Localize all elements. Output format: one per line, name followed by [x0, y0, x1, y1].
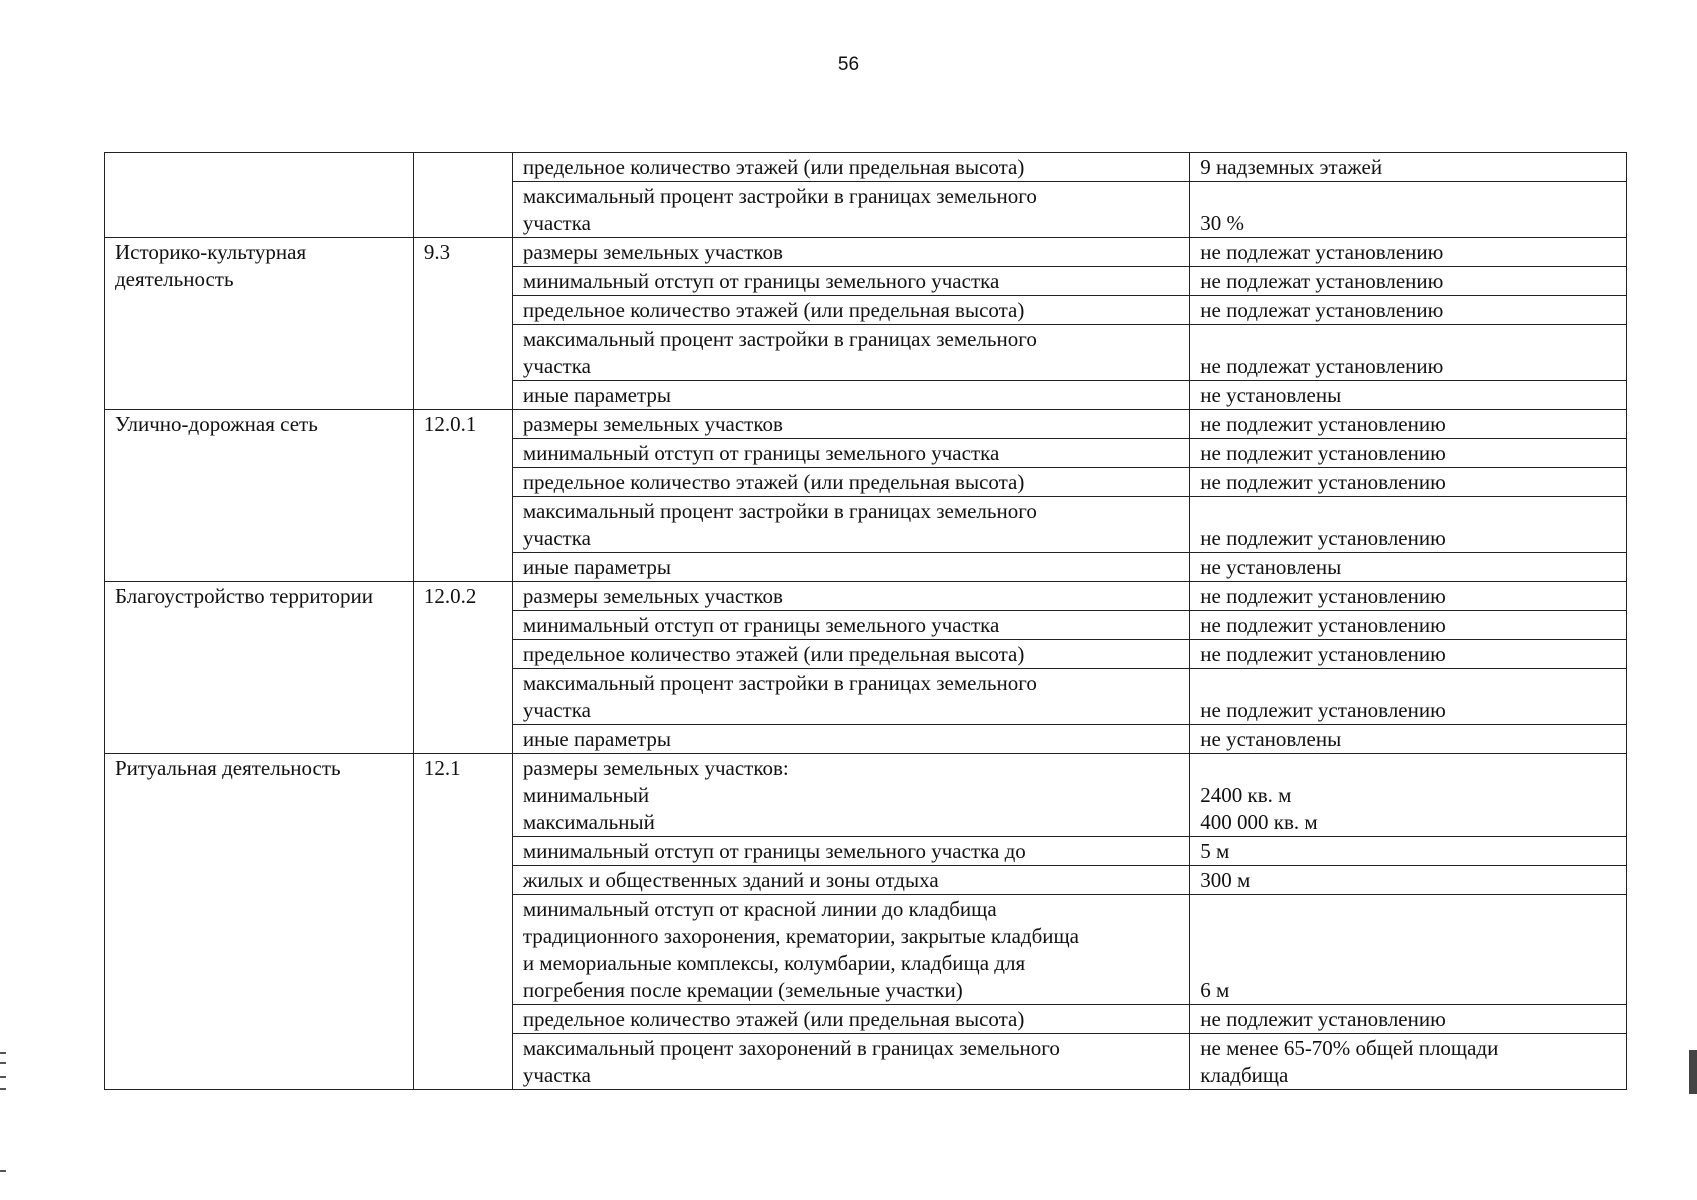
table-row	[105, 754, 1627, 837]
parameter-cell	[512, 669, 1189, 725]
parameter-line: минимальный	[522, 783, 650, 807]
value-cell	[1190, 725, 1627, 754]
use-type-name-cell: Ритуальная деятельность	[105, 754, 414, 1090]
value-line: не подлежит установлению	[1200, 613, 1446, 637]
scan-artifact	[0, 1052, 6, 1054]
value-line: 2400 кв. м	[1200, 783, 1292, 807]
parameter-cell	[512, 754, 1189, 837]
use-type-code-cell: 9.3	[413, 238, 512, 410]
parameter-line: погребения после кремации (земельные участки)	[522, 978, 963, 1002]
scan-artifact	[1689, 1050, 1697, 1094]
parameter-cell	[512, 895, 1189, 1005]
parameter-cell	[512, 582, 1189, 611]
parameter-cell	[512, 381, 1189, 410]
use-type-name-cell: Улично-дорожная сеть	[105, 410, 414, 582]
parameter-cell	[512, 640, 1189, 669]
parameter-cell	[512, 725, 1189, 754]
parameter-line: и мемориальные комплексы, колумбарии, кладбища для	[522, 951, 1026, 975]
parameter-cell	[512, 439, 1189, 468]
parameter-line: жилых и общественных зданий и зоны отдыха	[522, 868, 939, 892]
value-line: не подлежат установлению	[1200, 269, 1444, 293]
scan-artifact	[0, 1170, 6, 1172]
parameter-line: максимальный процент застройки в границах земельного	[522, 184, 1037, 208]
parameter-line: максимальный	[522, 810, 655, 834]
parameter-line: иные параметры	[522, 727, 672, 751]
parameter-line: иные параметры	[522, 555, 672, 579]
parameter-line: иные параметры	[522, 383, 672, 407]
parameter-line: участка	[522, 698, 591, 722]
parameter-line: участка	[522, 526, 591, 550]
use-type-code-cell: 12.1	[413, 754, 512, 1090]
value-cell	[1190, 895, 1627, 1005]
value-cell	[1190, 325, 1627, 381]
parameter-cell	[512, 182, 1189, 238]
parameter-line: участка	[522, 211, 591, 235]
parameter-cell	[512, 1034, 1189, 1090]
parameter-cell	[512, 1005, 1189, 1034]
value-line: не подлежит установлению	[1200, 441, 1446, 465]
value-line: 300 м	[1200, 868, 1251, 892]
value-cell	[1190, 410, 1627, 439]
value-line: 9 надземных этажей	[1200, 155, 1383, 179]
use-type-code-cell: 12.0.1	[413, 410, 512, 582]
value-cell	[1190, 153, 1627, 182]
value-line: 30 %	[1200, 211, 1245, 235]
parameter-line: участка	[522, 354, 591, 378]
table-row	[105, 410, 1627, 439]
parameter-line: максимальный процент застройки в границах земельного	[522, 671, 1037, 695]
value-line: не подлежат установлению	[1200, 354, 1444, 378]
parameter-line: минимальный отступ от границы земельного участка	[522, 269, 1000, 293]
page-number: 56	[837, 54, 860, 75]
value-cell	[1190, 182, 1627, 238]
value-cell	[1190, 468, 1627, 497]
parameter-cell	[512, 866, 1189, 895]
parameter-cell	[512, 497, 1189, 553]
land-use-parameters-table	[104, 152, 1627, 1090]
use-type-name-cell	[105, 153, 414, 238]
parameter-line: минимальный отступ от границы земельного участка	[522, 441, 1000, 465]
parameter-cell	[512, 468, 1189, 497]
value-cell	[1190, 497, 1627, 553]
value-cell	[1190, 238, 1627, 267]
value-cell	[1190, 669, 1627, 725]
use-type-name-cell: Благоустройство территории	[105, 582, 414, 754]
value-line: 5 м	[1200, 839, 1230, 863]
table-row	[105, 238, 1627, 267]
value-line: не подлежит установлению	[1200, 526, 1446, 550]
parameter-line: размеры земельных участков:	[522, 756, 789, 780]
value-line: 400 000 кв. м	[1200, 810, 1318, 834]
value-cell	[1190, 296, 1627, 325]
scan-artifact	[0, 1088, 6, 1090]
value-line: не подлежит установлению	[1200, 642, 1446, 666]
value-cell	[1190, 1005, 1627, 1034]
parameter-line: предельное количество этажей (или предельная высота)	[522, 155, 1025, 179]
parameter-line: предельное количество этажей (или предельная высота)	[522, 298, 1025, 322]
parameter-cell	[512, 153, 1189, 182]
parameter-line: минимальный отступ от красной линии до кладбища	[522, 897, 997, 921]
parameter-line: максимальный процент застройки в границах земельного	[522, 499, 1037, 523]
table-body	[105, 153, 1627, 1090]
parameter-cell	[512, 267, 1189, 296]
value-cell	[1190, 754, 1627, 837]
parameter-cell	[512, 611, 1189, 640]
use-type-code-cell	[413, 153, 512, 238]
parameter-line: традиционного захоронения, крематории, закрытые кладбища	[522, 924, 1080, 948]
parameter-cell	[512, 553, 1189, 582]
value-line: не подлежит установлению	[1200, 698, 1446, 722]
value-line: не подлежит установлению	[1200, 584, 1446, 608]
parameter-cell	[512, 837, 1189, 866]
scan-artifact	[0, 1062, 6, 1064]
parameter-line: предельное количество этажей (или предельная высота)	[522, 1007, 1025, 1031]
value-line: не менее 65-70% общей площади	[1200, 1036, 1499, 1060]
value-line: не подлежат установлению	[1200, 298, 1444, 322]
parameter-line: размеры земельных участков	[522, 240, 783, 264]
parameter-line: минимальный отступ от границы земельного участка	[522, 613, 1000, 637]
value-cell	[1190, 837, 1627, 866]
value-line: кладбища	[1200, 1063, 1289, 1087]
value-cell	[1190, 866, 1627, 895]
parameter-cell	[512, 325, 1189, 381]
table-row	[105, 582, 1627, 611]
value-cell	[1190, 611, 1627, 640]
parameter-line: минимальный отступ от границы земельного участка до	[522, 839, 1026, 863]
table-row	[105, 153, 1627, 182]
parameter-line: участка	[522, 1063, 591, 1087]
scan-artifact	[0, 1076, 6, 1078]
value-cell	[1190, 1034, 1627, 1090]
parameter-line: максимальный процент застройки в границах земельного	[522, 327, 1037, 351]
value-line: не подлежит установлению	[1200, 470, 1446, 494]
parameter-line: предельное количество этажей (или предельная высота)	[522, 470, 1025, 494]
parameter-cell	[512, 296, 1189, 325]
parameter-line: максимальный процент захоронений в границах земельного	[522, 1036, 1060, 1060]
value-line: не установлены	[1200, 555, 1342, 579]
value-line: не подлежат установлению	[1200, 240, 1444, 264]
parameter-line: размеры земельных участков	[522, 412, 783, 436]
value-cell	[1190, 381, 1627, 410]
value-cell	[1190, 439, 1627, 468]
parameter-line: размеры земельных участков	[522, 584, 783, 608]
value-line: не установлены	[1200, 383, 1342, 407]
use-type-code-cell: 12.0.2	[413, 582, 512, 754]
value-line: 6 м	[1200, 978, 1230, 1002]
value-cell	[1190, 553, 1627, 582]
value-line: не подлежит установлению	[1200, 412, 1446, 436]
value-cell	[1190, 267, 1627, 296]
parameter-cell	[512, 410, 1189, 439]
value-line: не подлежит установлению	[1200, 1007, 1446, 1031]
value-cell	[1190, 640, 1627, 669]
use-type-name-cell: Историко-культурная деятельность	[105, 238, 414, 410]
parameter-cell	[512, 238, 1189, 267]
parameter-line: предельное количество этажей (или предельная высота)	[522, 642, 1025, 666]
value-cell	[1190, 582, 1627, 611]
value-line: не установлены	[1200, 727, 1342, 751]
